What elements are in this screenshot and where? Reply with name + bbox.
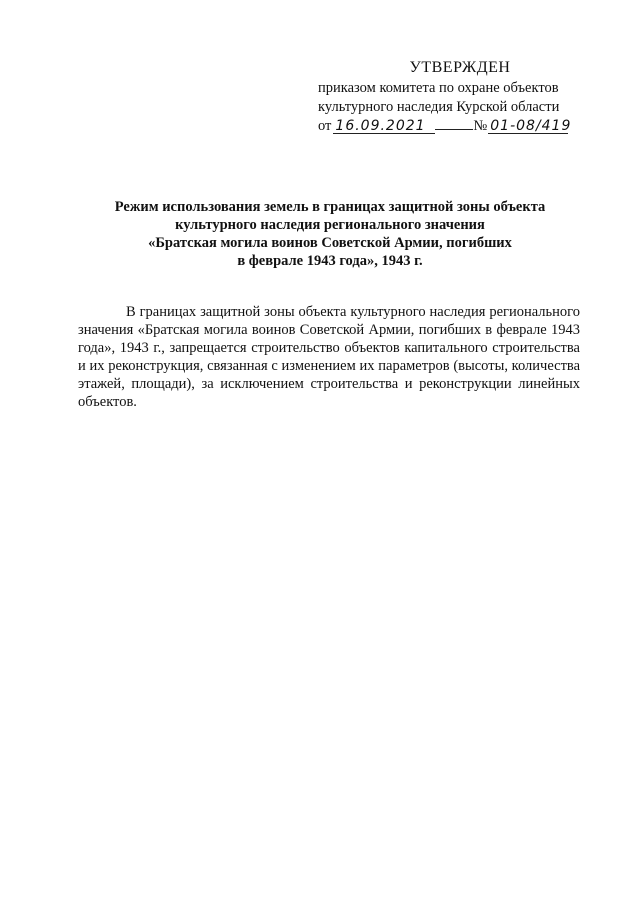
approval-date-line (318, 117, 588, 136)
handwritten-number: 01-08/419 (490, 118, 572, 134)
number-label: № (473, 118, 488, 134)
handwritten-date: 16.09.2021 (333, 119, 435, 134)
title-line-2: культурного наследия регионального значения (175, 217, 485, 233)
from-label: от (318, 118, 332, 134)
approved-heading: УТВЕРЖДЕН (409, 59, 511, 76)
body-paragraph: В границах защитной зоны объекта культурного наследия регионального значения «Братская могила воинов Советской Армии, погибших в феврале 1943 года», 1943 г., запрещается строительство объектов капитального строительства и их реконструкция, связанная с изменением их параметров (высоты, количества этажей, площади), за исключением строительства и реконструкции линейных объектов. (78, 304, 580, 410)
title-line-1: Режим использования земель в границах защитной зоны объекта (114, 199, 546, 215)
approval-block (318, 58, 588, 136)
underline-gap (435, 117, 473, 130)
approval-line-1: приказом комитета по охране объектов (318, 80, 559, 96)
document-title (60, 198, 600, 270)
title-line-3: «Братская могила воинов Советской Армии, погибших (148, 235, 512, 251)
title-line-4: в феврале 1943 года», 1943 г. (237, 253, 423, 269)
approval-line-2: культурного наследия Курской области (318, 99, 560, 115)
